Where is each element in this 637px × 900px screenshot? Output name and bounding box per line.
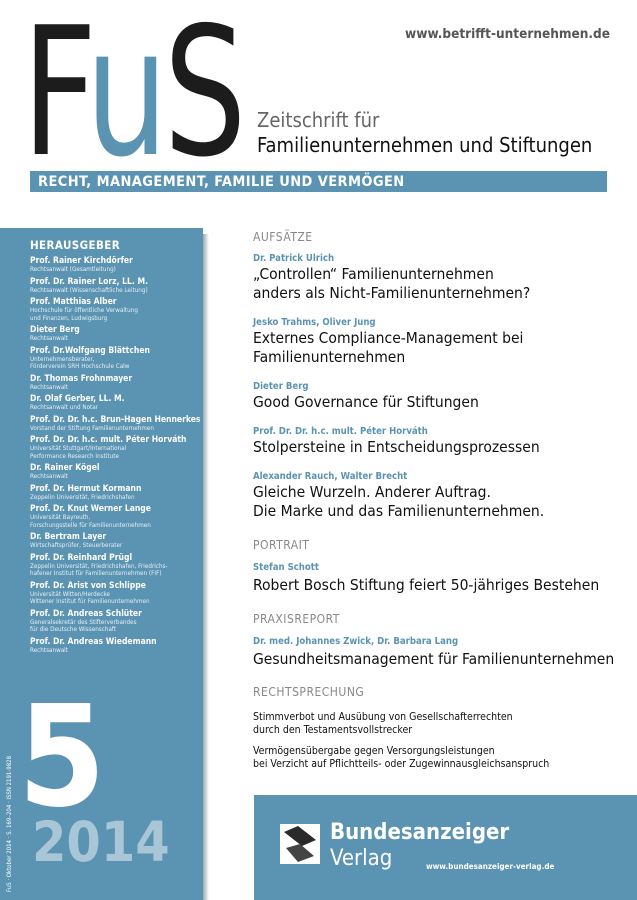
section-portrait: PORTRAIT — [253, 538, 310, 552]
editor-role: Unternehmensberater, Förderverein SRH Hochschule Calw — [30, 355, 130, 370]
article-author: Jesko Trahms, Oliver Jung — [253, 317, 376, 328]
ruling-title-line2[interactable]: durch den Testamentsvollstrecker — [253, 724, 413, 736]
section-rechtsprechung: RECHTSPRECHUNG — [253, 685, 365, 699]
editor-entry — [30, 581, 200, 606]
ruling-title[interactable]: Stimmverbot und Ausübung von Gesellschafterrechten — [253, 711, 513, 723]
publisher-name-line2: Verlag — [330, 846, 393, 871]
editor-name: Prof. Dr. Dr. h.c. mult. Péter Horváth — [30, 435, 187, 445]
editor-name: Dieter Berg — [30, 325, 80, 335]
portrait-author: Stefan Schott — [253, 562, 319, 573]
logo-letter-u: u — [85, 0, 193, 196]
editor-role: Universität Bayreuth, Forschungsstelle für Familienunternehmen — [30, 514, 151, 529]
editor-entry — [30, 463, 200, 481]
editor-entry — [30, 297, 200, 322]
ruling-title-line2[interactable]: bei Verzicht auf Pflichtteils- oder Zugewinnausgleichsanspruch — [253, 758, 550, 770]
subtitle-line2: Familienunternehmen und Stiftungen — [257, 133, 593, 157]
editor-entry — [30, 346, 200, 371]
svg-text:FuS — [22, 0, 271, 196]
editor-role: Universität Witten/Herdecke Wittener Institut für Familienunternehmen — [30, 590, 150, 605]
editor-name: Dr. Thomas Frohnmayer — [30, 373, 133, 384]
editor-name: Prof. Dr. Andreas Schlüter — [30, 608, 142, 619]
editor-entry — [30, 504, 200, 529]
article-title[interactable]: Externes Compliance-Management bei — [253, 329, 524, 347]
section-aufsaetze: AUFSÄTZE — [253, 230, 313, 244]
section-praxisreport: PRAXISREPORT — [253, 612, 340, 626]
editor-name: Prof. Dr.Wolfgang Blättchen — [30, 345, 150, 356]
editor-entry — [30, 374, 200, 392]
editor-name: Prof. Dr. Rainer Lorz, LL. M. — [30, 276, 149, 287]
logo-letter-f: F — [22, 0, 109, 196]
article-title-line2[interactable]: Familienunternehmen — [253, 348, 406, 366]
editor-entry — [30, 609, 200, 634]
editors-heading: HERAUSGEBER — [30, 238, 121, 252]
editor-role: Generalsekretär des Stifterverbandes für die Deutsche Wissenschaft — [30, 618, 137, 633]
editor-entry — [30, 435, 200, 460]
editor-role: Rechtsanwalt — [30, 473, 68, 480]
editor-name: Prof. Dr. Dr. h.c. Brun-Hagen Hennerkes — [30, 414, 201, 425]
article-author: Dieter Berg — [253, 381, 309, 392]
issue-year: 2014 — [32, 810, 170, 874]
article-author: Alexander Rauch, Walter Brecht — [253, 471, 408, 482]
editor-role: Vorstand der Stiftung Familienunternehmen — [30, 424, 154, 432]
editor-entry — [30, 637, 200, 655]
editor-name: Prof. Dr. Reinhard Prügl — [30, 552, 133, 563]
publisher-logo-icon — [278, 822, 322, 866]
publisher-name: Bundesanzeiger — [330, 820, 510, 845]
editor-entry — [30, 277, 200, 295]
editor-name: Prof. Dr. Andreas Wiedemann — [30, 636, 157, 647]
article-author: Dr. Patrick Ulrich — [253, 253, 335, 264]
editor-entry — [30, 394, 200, 412]
ruling-title[interactable]: Vermögensübergabe gegen Versorgungsleistungen — [253, 745, 495, 757]
article-author: Prof. Dr. Dr. h.c. mult. Péter Horváth — [253, 426, 428, 437]
editor-role: Rechtsanwalt (Gesamtleitung) — [30, 266, 116, 273]
spine-text: FuS · Oktober 2014 · S. 169–204 · ISSN 2191-9828 — [6, 755, 13, 892]
editor-role: Rechtsanwalt — [30, 383, 68, 391]
editor-entry — [30, 484, 200, 502]
topic-band-text: RECHT, MANAGEMENT, FAMILIE UND VERMÖGEN — [38, 174, 405, 190]
editor-entry — [30, 532, 200, 550]
article-title[interactable]: Good Governance für Stiftungen — [253, 393, 479, 411]
article-title[interactable]: Stolpersteine in Entscheidungsprozessen — [253, 438, 540, 456]
logo-letter-s: S — [163, 0, 271, 196]
editor-role: Zeppelin Universität, Friedrichshafen, Friedrichs- hafener Institut für Familienunternehmen (FIF) — [30, 562, 168, 577]
praxisreport-author: Dr. med. Johannes Zwick, Dr. Barbara Lang — [253, 636, 459, 647]
editor-entry — [30, 415, 200, 433]
issue-number: 5 — [18, 676, 106, 839]
article-title[interactable]: „Controllen“ Familienunternehmen — [253, 265, 494, 283]
editor-entry — [30, 325, 200, 343]
editor-entry — [30, 256, 200, 274]
publisher-url[interactable]: www.bundesanzeiger-verlag.de — [426, 862, 555, 871]
editors-list — [30, 256, 200, 657]
editor-role: Universität Stuttgart/International Performance Research Institute — [30, 445, 127, 460]
editor-name: Prof. Rainer Kirchdörfer — [30, 256, 133, 266]
editor-entry — [30, 553, 200, 578]
editor-role: Wirtschaftsprüfer, Steuerberater — [30, 542, 123, 549]
editor-role: Rechtsanwalt — [30, 646, 68, 654]
editor-role: Rechtsanwalt (Wissenschaftliche Leitung) — [30, 286, 148, 294]
article-title-line2[interactable]: anders als Nicht-Familienunternehmen? — [253, 284, 531, 302]
portrait-title[interactable]: Robert Bosch Stiftung feiert 50-jähriges Bestehen — [253, 576, 600, 594]
editor-name: Dr. Olaf Gerber, LL. M. — [30, 394, 125, 404]
article-title[interactable]: Gleiche Wurzeln. Anderer Auftrag. — [253, 483, 491, 501]
editor-name: Prof. Dr. Hermut Kormann — [30, 483, 142, 494]
sidebar-shadow — [203, 234, 209, 900]
editor-role: Rechtsanwalt und Notar — [30, 404, 99, 411]
editor-name: Prof. Matthias Alber — [30, 297, 117, 307]
editor-role: Rechtsanwalt — [30, 335, 68, 342]
editor-name: Dr. Rainer Kögel — [30, 463, 100, 473]
editor-name: Prof. Dr. Knut Werner Lange — [30, 504, 151, 514]
editor-name: Prof. Dr. Arist von Schlippe — [30, 580, 146, 591]
praxisreport-title[interactable]: Gesundheitsmanagement für Familienunternehmen — [253, 650, 615, 668]
editor-name: Dr. Bertram Layer — [30, 532, 107, 542]
editor-role: Hochschule für öffentliche Verwaltung und Finanzen, Ludwigsburg — [30, 307, 138, 322]
website-url[interactable]: www.betrifft-unternehmen.de — [405, 26, 610, 42]
editor-role: Zeppelin Universität, Friedrichshafen — [30, 493, 135, 501]
article-title-line2[interactable]: Die Marke und das Familienunternehmen. — [253, 502, 545, 520]
subtitle-line1: Zeitschrift für — [257, 108, 380, 132]
